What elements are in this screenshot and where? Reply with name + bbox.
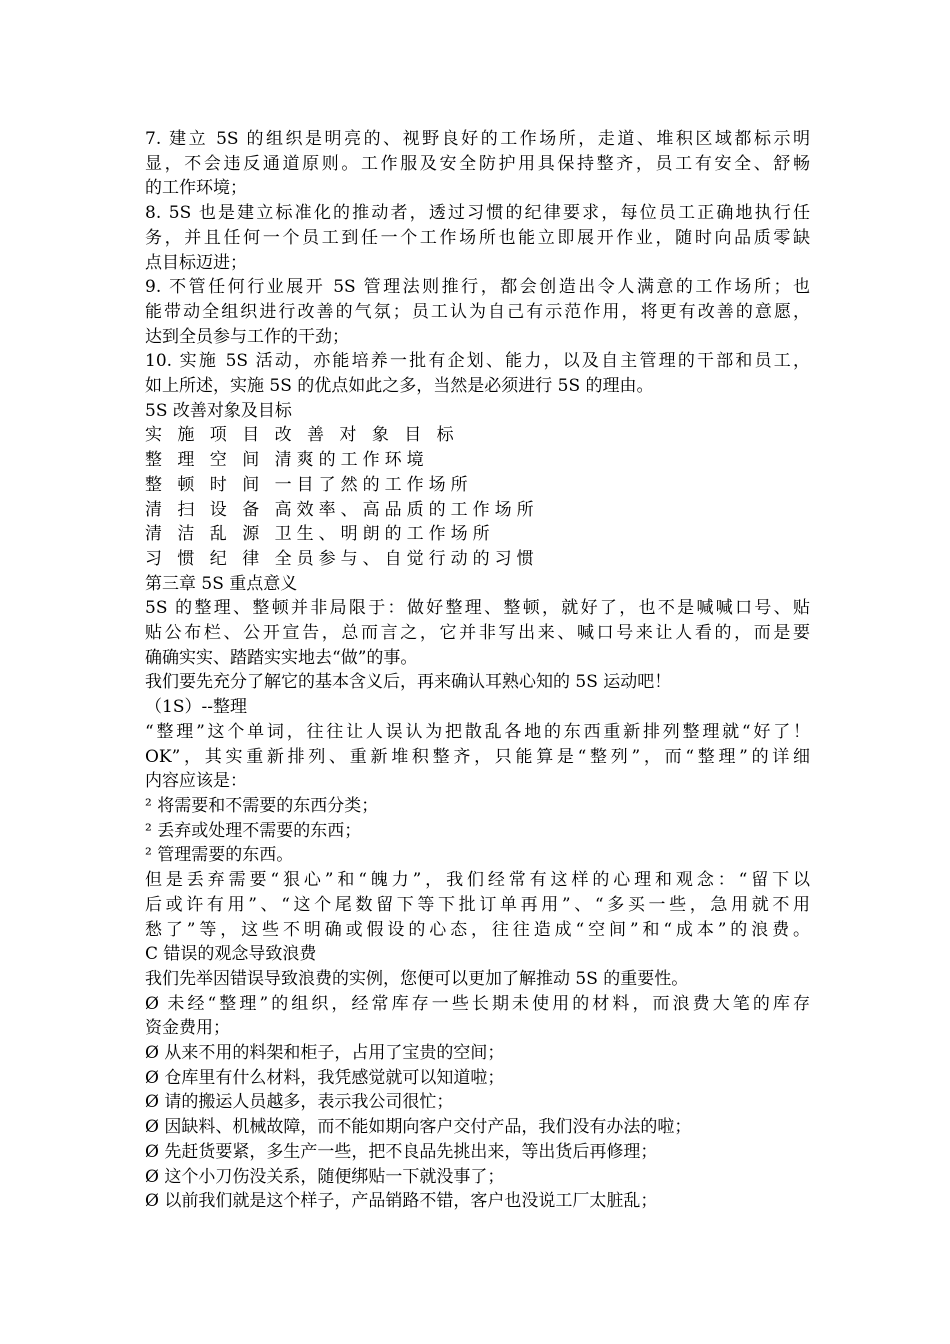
text-line: Ø 以前我们就是这个样子，产品销路不错，客户也没说工厂太脏乱； [145,1191,658,1212]
text-line: Ø 未经“整理”的组织，经常库存一些长期未使用的材料，而浪费大笔的库存 [145,993,810,1014]
table-row: 实 施 项 目 改 善 对 象 目 标 [145,425,459,446]
text-line: ² 管理需要的东西。 [145,845,294,866]
text-line: “整理”这个单词，往往让人误认为把散乱各地的东西重新排列整理就“好了！ [145,721,810,742]
text-line: 贴公布栏、公开宣告，总而言之，它并非写出来、喊口号来让人看的，而是要 [145,623,810,644]
text-line: 9. 不管任何行业展开 5S 管理法则推行，都会创造出令人满意的工作场所；也 [145,277,810,298]
text-line: 内容应该是： [145,771,247,792]
table-row: 习 惯 纪 律 全员参与、自觉行动的习惯 [145,548,539,569]
table-row: 清 扫 设 备 高效率、高品质的工作场所 [145,499,539,520]
text-line: Ø 请的搬运人员越多，表示我公司很忙； [145,1092,454,1113]
text-line: Ø 从来不用的料架和柜子，占用了宝贵的空间； [145,1043,505,1064]
text-line: 第三章 5S 重点意义 [145,573,298,594]
text-line: 我们先举因错误导致浪费的实例，您便可以更加了解推动 5S 的重要性。 [145,968,689,989]
text-line: 能带动全组织进行改善的气氛；员工认为自己有示范作用，将更有改善的意愿， [145,301,810,322]
document-page [145,127,810,1214]
text-line: 愁了”等，这些不明确或假设的心态，往往造成“空间”和“成本”的浪费。 [145,919,810,940]
text-line: 我们要先充分了解它的基本含义后，再来确认耳熟心知的 5S 运动吧！ [145,672,672,693]
text-line: 确确实实、踏踏实实地去“做”的事。 [145,647,418,668]
text-line: C 错误的观念导致浪费 [145,944,317,965]
table-row: 清 洁 乱 源 卫生、明朗的工作场所 [145,524,495,545]
text-line: （1S）--整理 [145,697,247,718]
text-line: 点目标迈进； [145,252,247,273]
text-line: 如上所述，实施 5S 的优点如此之多，当然是必须进行 5S 的理由。 [145,376,654,397]
text-line: 5S 的整理、整顿并非局限于：做好整理、整顿，就好了，也不是喊喊口号、贴 [145,598,810,619]
table-row: 整 理 空 间 清爽的工作环境 [145,450,429,471]
text-line: ² 将需要和不需要的东西分类； [145,795,379,816]
text-line: ² 丢弃或处理不需要的东西； [145,820,362,841]
text-line: 的工作环境； [145,178,247,199]
text-line: Ø 因缺料、机械故障，而不能如期向客户交付产品，我们没有办法的啦； [145,1117,692,1138]
text-line: 10. 实施 5S 活动，亦能培养一批有企划、能力，以及自主管理的干部和员工， [145,351,810,372]
text-line: Ø 这个小刀伤没关系，随便绑贴一下就没事了； [145,1166,505,1187]
text-line: Ø 先赶货要紧，多生产一些，把不良品先挑出来，等出货后再修理； [145,1141,658,1162]
text-line: 显，不会违反通道原则。工作服及安全防护用具保持整齐，员工有安全、舒畅 [145,153,810,174]
text-line: OK”，其实重新排列、重新堆积整齐，只能算是“整列”，而“整理”的详细 [145,746,810,767]
text-line: 7. 建立 5S 的组织是明亮的、视野良好的工作场所，走道、堆积区域都标示明 [145,129,810,149]
text-line: 务，并且任何一个员工到任一个工作场所也能立即展开作业，随时向品质零缺 [145,227,810,248]
text-line: 资金费用； [145,1018,230,1039]
text-line: 达到全员参与工作的干劲； [145,326,349,347]
text-line: 但是丢弃需要“狠心”和“魄力”，我们经常有这样的心理和观念：“留下以 [145,870,810,891]
table-row: 整 顿 时 间 一目了然的工作场所 [145,474,473,495]
text-line: Ø 仓库里有什么材料，我凭感觉就可以知道啦； [145,1067,505,1088]
text-line: 8. 5S 也是建立标准化的推动者，透过习惯的纪律要求，每位员工正确地执行任 [145,203,810,224]
text-line: 5S 改善对象及目标 [145,400,292,421]
text-line: 后或许有用”、“这个尾数留下等下批订单再用”、“多买一些，急用就不用 [145,894,810,915]
